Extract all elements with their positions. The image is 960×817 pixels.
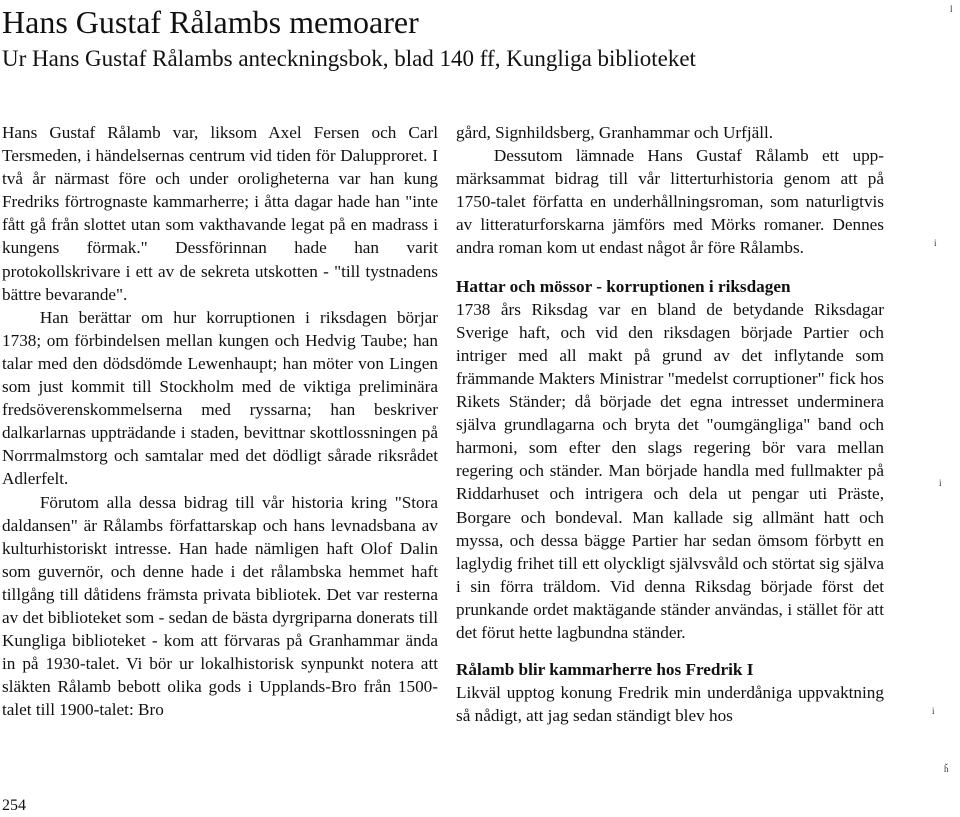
right-column <box>456 121 884 727</box>
section-heading-kammarherre: Rålamb blir kammarherre hos Fredrik I <box>456 660 754 680</box>
page-number: 254 <box>2 797 26 814</box>
margin-mark: l <box>950 4 953 14</box>
right-paragraph-4: Likväl upptog konung Fredrik min underdåniga uppvaktning så nådigt, att jag sedan ständigt blev hos <box>456 683 884 726</box>
left-paragraph-1: Hans Gustaf Rålamb var, liksom Axel Fersen och Carl Tersmeden, i händelsernas centrum vid tiden för Dalupproret. I två år närmast före och under oroligheterna var han kung Fredriks förtrognaste kammarherre; i åtta dagar hade han "inte fått gå från slottet utan som vakthavande legat på en madrass i kungens förmak." Dessförinnan hade han varit protokollskrivare i ett av de sekreta utskotten - "till tystnadens bättre bevarande". <box>2 123 438 304</box>
left-paragraph-3: Förutom alla dessa bidrag till vår historia kring "Stora daldansen" är Rålambs författarskap och hans levnadsbana av kulturhistoriskt intresse. Han hade nämligen haft Olof Dalin som guvernör, och denne hade i det rålambska hemmet haft tillgång till dåtidens främsta privata bibliotek. Det var resterna av det biblioteket som - sedan de bästa dyrgriparna donerats till Kungliga biblioteket - kom att förvaras på Granhammar ända in på 1930-talet. Vi bör ur lokalhistorisk synpunkt notera att släkten Rålamb bebott olika gods i Upplands-Bro från 1500-talet till 1900-talet: Bro <box>2 492 438 720</box>
right-paragraph-1: gård, Signhildsberg, Granhammar och Urfjäll. <box>456 123 774 142</box>
page-subtitle: Ur Hans Gustaf Rålambs anteckningsbok, blad 140 ff, Kungliga biblioteket <box>2 46 696 71</box>
margin-mark: ȟ <box>944 764 949 774</box>
margin-mark: i <box>939 478 942 488</box>
left-column <box>2 121 438 721</box>
left-paragraph-2: Han berättar om hur korruptionen i riksdagen börjar 1738; om förbindelsen mellan kungen och Hedvig Taube; han talar med den dödsdömde Lewenhaupt; han möter von Lingen som just kommit till Stockholm med de viktiga preliminära fredsöverenskommelserna med ryssarna; han beskriver dalkarlarnas uppträdande i staden, bevittnar skottlossningen på Norrmalmstorg och samtalar med det dödligt sårade riksrådet Adlerfelt. <box>2 307 438 489</box>
margin-mark: i <box>932 706 935 716</box>
section-heading-hattar: Hattar och mössor - korruptionen i riksdagen <box>456 276 791 296</box>
right-paragraph-3: 1738 års Riksdag var en bland de betydande Riksdagar Sverige haft, och vid den riksdagen började Partier och intriger med all makt på grund av det inflytande som främmande Makters Ministrar "medelst corruptioner" fick hos Rikets Ständer; då började det egna intresset underminera själva grundlagarna och bryta det "oumgängliga" band och harmoni, som efter den slags regering bör vara mellan regering och ständer. Man började handla med fullmakter på Riddarhuset och intrigera och dela ut pengar uti Präste, Borgare och bondeval. Man kallade sig allmänt hatt och myssa, och dessa bägge Partier har sedan ömsom förbytt en laglydig frihet till ett olyckligt självsvåld och störtat sig själva i sin förra träldom. Vid denna Riksdag började först det prunkande ordet maktägande ständer användas, i stället för att det förut hette lagbundna ständer. <box>456 299 884 642</box>
page-title: Hans Gustaf Rålambs memoarer <box>2 4 419 40</box>
right-paragraph-2: Dessutom lämnade Hans Gustaf Rålamb ett uppmärksammat bidrag till vår litterturhistoria genom att på 1750-talet författa en underhållningsroman, som naturligtvis av litteraturforskarna jämförs med Mörks romaner. Dennes andra roman kom ut endast något år före Rålambs. <box>456 146 884 258</box>
margin-mark: i <box>934 238 937 248</box>
